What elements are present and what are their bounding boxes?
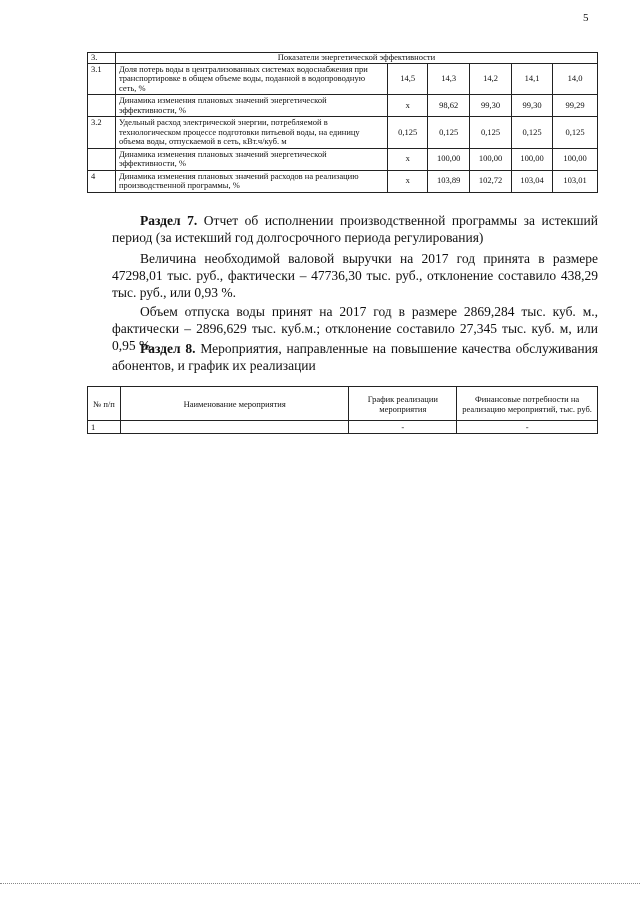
section-number: 3. [88,53,116,64]
row-value-3: 0,125 [470,117,512,149]
row-value-2: 98,62 [428,95,470,117]
section-title: Показатели энергетической эффективности [115,53,597,64]
table-row [88,421,598,434]
page-number: 5 [583,12,589,24]
row-schedule: - [349,421,457,434]
row-value-1: х [388,148,428,170]
header-finance: Финансовые потребности на реализацию мероприятий, тыс. руб. [457,387,598,421]
row-name: Удельный расход электрической энергии, потребляемой в технологическом процессе подготовки питьевой воды, на единицу объема воды, отпускаемой в сеть, кВт.ч/куб. м [115,117,387,149]
row-measure-name [120,421,348,434]
section7-label: Раздел 7. [140,213,198,228]
section8-heading-text: Мероприятия, направленные на повышение качества обслуживания абонентов, и график их реализации [112,341,598,373]
row-finance: - [457,421,598,434]
row-value-5: 103,01 [553,170,598,192]
table-header-row [88,387,598,421]
table-row [88,170,598,192]
row-name: Динамика изменения плановых значений расходов на реализацию производственной программы, % [115,170,387,192]
row-value-2: 14,3 [428,63,470,95]
section7-paragraph-volume: Объем отпуска воды принят на 2017 год в размере 2869,284 тыс. куб. м., фактически – 2896,629 тыс. куб.м.; отклонение составило 27,345 тыс. куб. м, или 0,95 %. [112,304,598,353]
header-number: № п/п [88,387,121,421]
header-measure-name: Наименование мероприятия [120,387,348,421]
row-number [88,148,116,170]
service-quality-measures-table [87,386,598,434]
table-row [88,63,598,95]
section8-label: Раздел 8. [140,341,196,356]
row-name: Доля потерь воды в централизованных системах водоснабжения при транспортировке в общем объеме воды, поданной в водопроводную сеть, % [115,63,387,95]
row-value-5: 99,29 [553,95,598,117]
row-value-5: 14,0 [553,63,598,95]
row-number: 3.2 [88,117,116,149]
table-row [88,117,598,149]
energy-efficiency-table [87,52,598,193]
section7-heading [112,212,598,246]
page-bottom-divider [0,883,640,884]
row-value-4: 0,125 [512,117,553,149]
row-value-3: 100,00 [470,148,512,170]
row-value-3: 99,30 [470,95,512,117]
section8-heading [112,340,598,374]
row-value-4: 99,30 [512,95,553,117]
row-value-3: 102,72 [470,170,512,192]
row-number: 3.1 [88,63,116,95]
section7-paragraph-revenue: Величина необходимой валовой выручки на 2017 год принята в размере 47298,01 тыс. руб., фактически – 47736,30 тыс. руб., отклонение составило 438,29 тыс. руб., или 0,93 %. [112,251,598,300]
row-value-2: 100,00 [428,148,470,170]
row-value-4: 14,1 [512,63,553,95]
row-value-1: 0,125 [388,117,428,149]
row-value-1: х [388,95,428,117]
table-row [88,148,598,170]
row-name: Динамика изменения плановых значений энергетической эффективности, % [115,95,387,117]
row-value-4: 103,04 [512,170,553,192]
row-value-1: х [388,170,428,192]
row-name: Динамика изменения плановых значений энергетической эффективности, % [115,148,387,170]
header-schedule: График реализации мероприятия [349,387,457,421]
section7-heading-text: Отчет об исполнении производственной программы за истекший период (за истекший год долгосрочного периода регулирования) [112,213,599,245]
row-value-3: 14,2 [470,63,512,95]
row-value-2: 0,125 [428,117,470,149]
row-value-5: 0,125 [553,117,598,149]
row-number: 4 [88,170,116,192]
row-value-4: 100,00 [512,148,553,170]
row-value-5: 100,00 [553,148,598,170]
table-section-row [88,53,598,64]
row-number [88,95,116,117]
row-number: 1 [88,421,121,434]
row-value-1: 14,5 [388,63,428,95]
table-row [88,95,598,117]
row-value-2: 103,89 [428,170,470,192]
